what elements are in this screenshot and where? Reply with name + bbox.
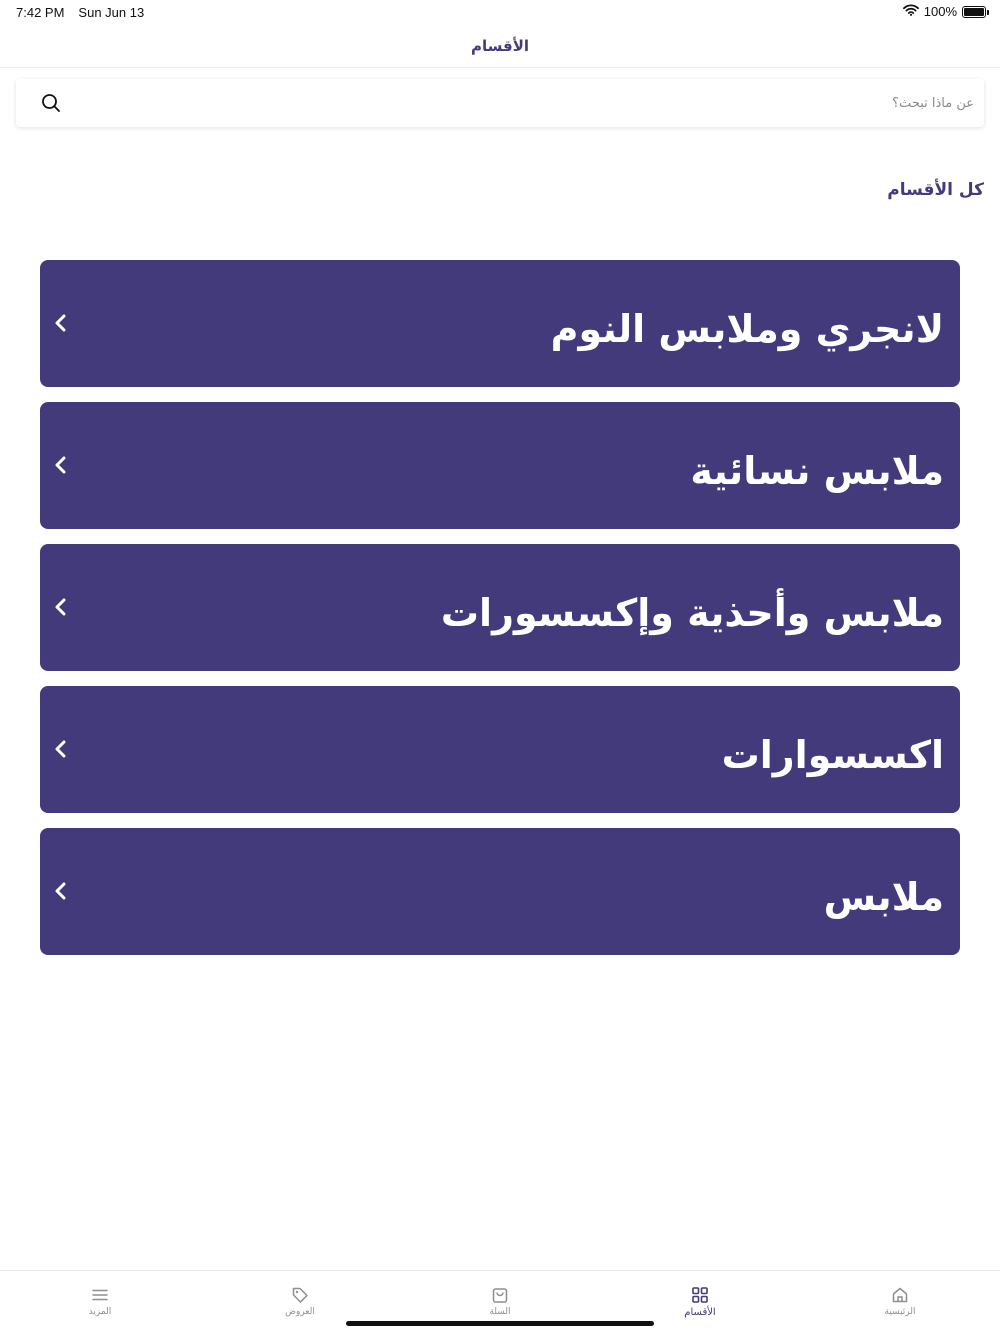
menu-icon — [91, 1286, 109, 1304]
bag-icon — [491, 1286, 509, 1304]
category-label: لانجري وملابس النوم — [550, 306, 944, 351]
search-input[interactable] — [62, 79, 974, 127]
status-time: 7:42 PM — [16, 5, 65, 20]
category-card[interactable] — [40, 260, 960, 387]
home-icon — [891, 1286, 909, 1304]
battery-percent: 100% — [923, 4, 957, 19]
category-label: اكسسوارات — [721, 732, 944, 777]
chevron-left-icon — [52, 454, 70, 476]
chevron-left-icon — [52, 312, 70, 334]
grid-icon — [691, 1286, 709, 1304]
home-indicator — [346, 1321, 654, 1326]
wifi-icon — [903, 4, 919, 19]
category-card[interactable] — [40, 828, 960, 955]
search-bar — [16, 79, 984, 127]
status-date: Sun Jun 13 — [78, 5, 145, 20]
tag-icon — [291, 1286, 309, 1304]
tab-label: الأقسام — [684, 1307, 716, 1318]
battery-icon — [962, 6, 986, 18]
tab-label: العروض — [285, 1307, 315, 1317]
tab-home[interactable] — [800, 1271, 1000, 1331]
category-card[interactable] — [40, 686, 960, 813]
tab-label: الرئيسية — [884, 1307, 916, 1317]
chevron-left-icon — [52, 738, 70, 760]
section-title: كل الأقسام — [887, 180, 984, 200]
category-card[interactable] — [40, 544, 960, 671]
category-card[interactable] — [40, 402, 960, 529]
tab-label: السلة — [489, 1307, 511, 1317]
chevron-left-icon — [52, 880, 70, 902]
category-list — [40, 260, 960, 970]
tab-label: المزيد — [88, 1307, 112, 1317]
status-bar — [0, 0, 1000, 24]
search-icon[interactable] — [40, 92, 62, 114]
category-label: ملابس نسائية — [690, 448, 944, 493]
category-label: ملابس — [823, 874, 944, 919]
page-title: الأقسام — [470, 36, 530, 55]
navigation-bar — [0, 24, 1000, 68]
category-label: ملابس وأحذية وإكسسورات — [440, 590, 944, 635]
chevron-left-icon — [52, 596, 70, 618]
tab-more[interactable] — [0, 1271, 200, 1331]
